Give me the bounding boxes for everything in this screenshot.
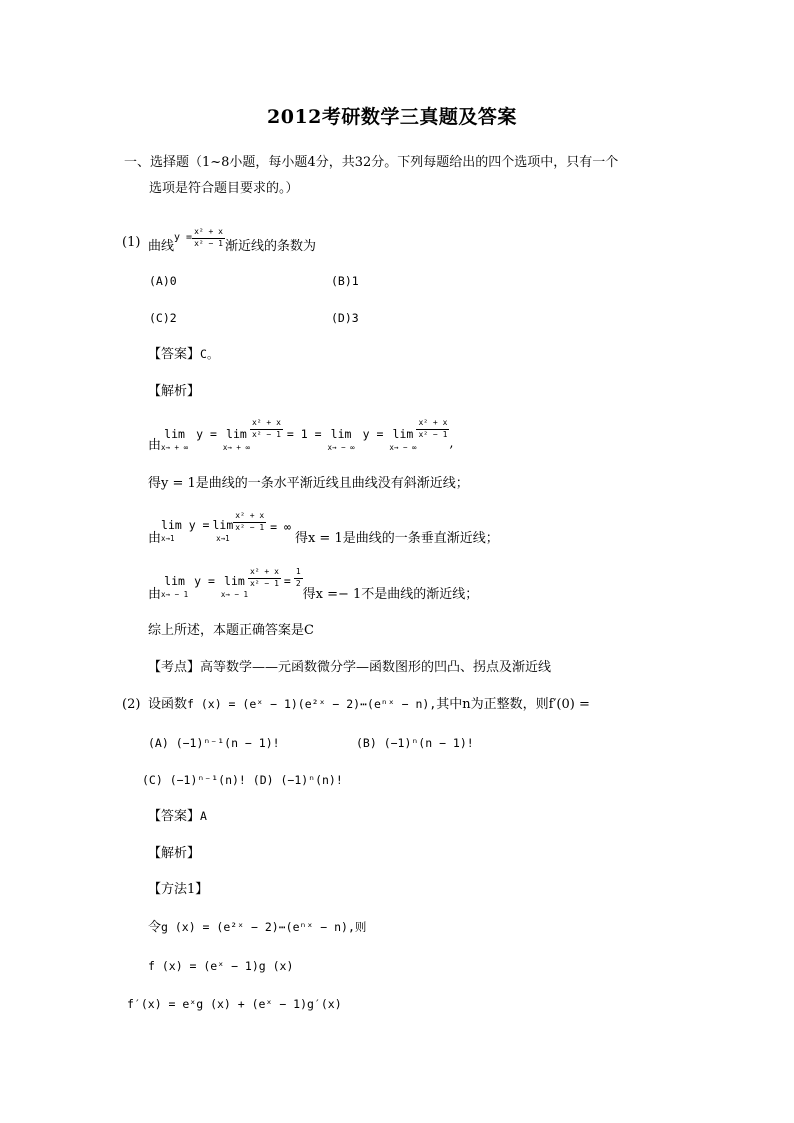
q2-answer-label: 【答案】 bbox=[148, 809, 201, 824]
q1-step1-frac2-num: x² + x bbox=[416, 419, 449, 430]
q1-step1-lim4-bottom: x→ − ∞ bbox=[389, 442, 417, 452]
q1-answer-value: C。 bbox=[200, 347, 219, 361]
q1-step3-eq: = ∞ bbox=[270, 520, 291, 534]
q1-number: (1) bbox=[122, 235, 141, 250]
q1-step1-lim2 bbox=[223, 429, 250, 451]
q1-step1-lim2-bottom: x→ + ∞ bbox=[222, 442, 250, 452]
q1-step4-frac-den: x² − 1 bbox=[249, 578, 279, 588]
q1-step1-lim4 bbox=[389, 429, 416, 451]
q1-eq-lhs: y = bbox=[174, 231, 193, 243]
q1-step3-lim1 bbox=[161, 520, 209, 542]
q2-stem-prefix: 设函数 bbox=[148, 697, 188, 712]
q1-step1 bbox=[148, 419, 454, 452]
q1-kaodian-label: 【考点】 bbox=[148, 660, 201, 675]
q1-option-d: (D)3 bbox=[331, 311, 359, 325]
q2-line3: f′(x) = eˣg (x) + (eˣ − 1)g′(x) bbox=[127, 997, 342, 1011]
q1-answer bbox=[148, 348, 218, 361]
q1-step4-half-num: 1 bbox=[294, 568, 303, 579]
q1-step4 bbox=[148, 568, 478, 601]
q1-step1-lim4-top: lim bbox=[392, 427, 414, 441]
q1-kaodian bbox=[148, 661, 551, 674]
q1-step1-prefix: 由 bbox=[148, 438, 162, 453]
q1-frac-den: x² − 1 bbox=[194, 238, 223, 248]
q1-step3-lim2 bbox=[212, 520, 233, 542]
q2-line1-prefix: 令 bbox=[148, 920, 162, 935]
q1-step1-frac2 bbox=[416, 419, 449, 440]
q1-step1-y3: y = bbox=[362, 427, 384, 441]
q1-step1-frac1 bbox=[250, 419, 283, 440]
q1-step1-frac2-den: x² − 1 bbox=[418, 429, 448, 439]
q1-option-c: (C)2 bbox=[149, 311, 177, 325]
q1-step4-eq: = bbox=[283, 574, 291, 588]
q1-step1-lim3-bottom: x→ − ∞ bbox=[327, 442, 355, 452]
page-title: 2012考研数学三真题及答案 bbox=[267, 106, 517, 128]
q1-step1-lim3 bbox=[328, 429, 355, 451]
q1-step4-lim2-top: lim bbox=[224, 574, 245, 588]
q1-step1-lim1-top: lim bbox=[164, 427, 185, 441]
q1-step4-y: y = bbox=[194, 574, 215, 588]
q2-analysis-label: 【解析】 bbox=[148, 846, 201, 861]
q1-step3-prefix: 由 bbox=[148, 531, 162, 546]
q1-step3-lim1-bottom: x→1 bbox=[161, 533, 175, 543]
q1-step3-frac bbox=[233, 512, 266, 533]
q1-step3-frac-den: x² − 1 bbox=[235, 522, 265, 532]
q1-option-b: (B)1 bbox=[331, 274, 359, 288]
q1-step1-lim1-bottom: x→ + ∞ bbox=[161, 442, 189, 452]
q2-line1 bbox=[148, 921, 366, 934]
q1-stem bbox=[148, 227, 316, 257]
q1-step4-lim2-bottom: x→ − 1 bbox=[220, 589, 248, 599]
q1-step4-lim1-bottom: x→ − 1 bbox=[161, 589, 189, 599]
q1-step1-mid: = 1 = bbox=[286, 427, 322, 441]
q2-option-a: (A) (−1)ⁿ⁻¹(n − 1)! bbox=[148, 736, 280, 750]
q2-method-label: 【方法1】 bbox=[148, 882, 209, 897]
q1-step4-frac bbox=[248, 568, 281, 589]
q1-answer-label: 【答案】 bbox=[148, 347, 201, 362]
q1-step1-frac1-den: x² − 1 bbox=[251, 429, 281, 439]
q1-step4-lim2 bbox=[221, 576, 248, 598]
q1-step1-y1: y = bbox=[196, 427, 217, 441]
q1-step1-lim3-top: lim bbox=[330, 427, 352, 441]
q1-step4-prefix: 由 bbox=[148, 587, 162, 602]
q1-step1-lim1 bbox=[161, 429, 188, 451]
q1-step4-half-den: 2 bbox=[295, 578, 301, 588]
q2-answer-value: A bbox=[200, 809, 207, 823]
q1-option-a: (A)0 bbox=[149, 274, 177, 288]
q2-option-cd: (C) (−1)ⁿ⁻¹(n)! (D) (−1)ⁿ(n)! bbox=[142, 773, 343, 787]
section-heading-line1: 一、选择题（1~8小题，每小题4分，共32分。下列每题给出的四个选项中，只有一个 bbox=[124, 155, 619, 170]
q1-step1-end: , bbox=[449, 436, 454, 451]
q1-step3-lim2-bottom: x→1 bbox=[216, 533, 230, 543]
q1-step3-suffix: 得x = 1是曲线的一条垂直渐近线； bbox=[294, 531, 499, 546]
q2-option-b: (B) (−1)ⁿ(n − 1)! bbox=[356, 736, 474, 750]
section-heading-line2: 选项是符合题目要求的。） bbox=[149, 181, 299, 196]
q2-line1-formula: g (x) = (e²ˣ − 2)⋯(eⁿˣ − n),则 bbox=[161, 920, 367, 934]
q1-frac-num: x² + x bbox=[192, 228, 225, 239]
q2-stem-formula: f (x) = (eˣ − 1)(e²ˣ − 2)⋯(eⁿˣ − n), bbox=[187, 697, 437, 711]
q1-step3-lim1-top: lim y = bbox=[161, 518, 210, 532]
q1-step1-lim2-top: lim bbox=[226, 427, 247, 441]
q1-kaodian-text: 高等数学——元函数微分学—函数图形的凹凸、拐点及渐近线 bbox=[200, 660, 552, 675]
q1-step4-lim1 bbox=[161, 576, 188, 598]
q1-step3-frac-num: x² + x bbox=[233, 512, 266, 523]
q2-stem-middle: 其中n为正整数，则f′(0) = bbox=[436, 697, 590, 712]
q1-step4-half bbox=[294, 568, 303, 589]
q1-step4-suffix: 得x =− 1不是曲线的渐近线； bbox=[302, 587, 479, 602]
q2-stem bbox=[148, 698, 590, 711]
q2-answer bbox=[148, 810, 207, 823]
q1-step2: 得y = 1是曲线的一条水平渐近线且曲线没有斜渐近线； bbox=[148, 476, 469, 491]
q1-fraction bbox=[192, 228, 225, 249]
q1-stem-prefix: 曲线 bbox=[148, 238, 175, 254]
q1-step3-lim2-top: lim bbox=[212, 518, 234, 532]
q1-step4-frac-num: x² + x bbox=[248, 568, 281, 579]
q1-step3 bbox=[148, 512, 499, 545]
q1-step1-frac1-num: x² + x bbox=[250, 419, 283, 430]
q1-step4-lim1-top: lim bbox=[164, 574, 185, 588]
q2-line2: f (x) = (eˣ − 1)g (x) bbox=[148, 959, 294, 973]
q2-number: (2) bbox=[122, 697, 141, 712]
q1-analysis-label: 【解析】 bbox=[148, 384, 201, 399]
q1-conclusion: 综上所述，本题正确答案是C bbox=[148, 623, 314, 638]
q1-stem-suffix: 渐近线的条数为 bbox=[224, 238, 316, 254]
